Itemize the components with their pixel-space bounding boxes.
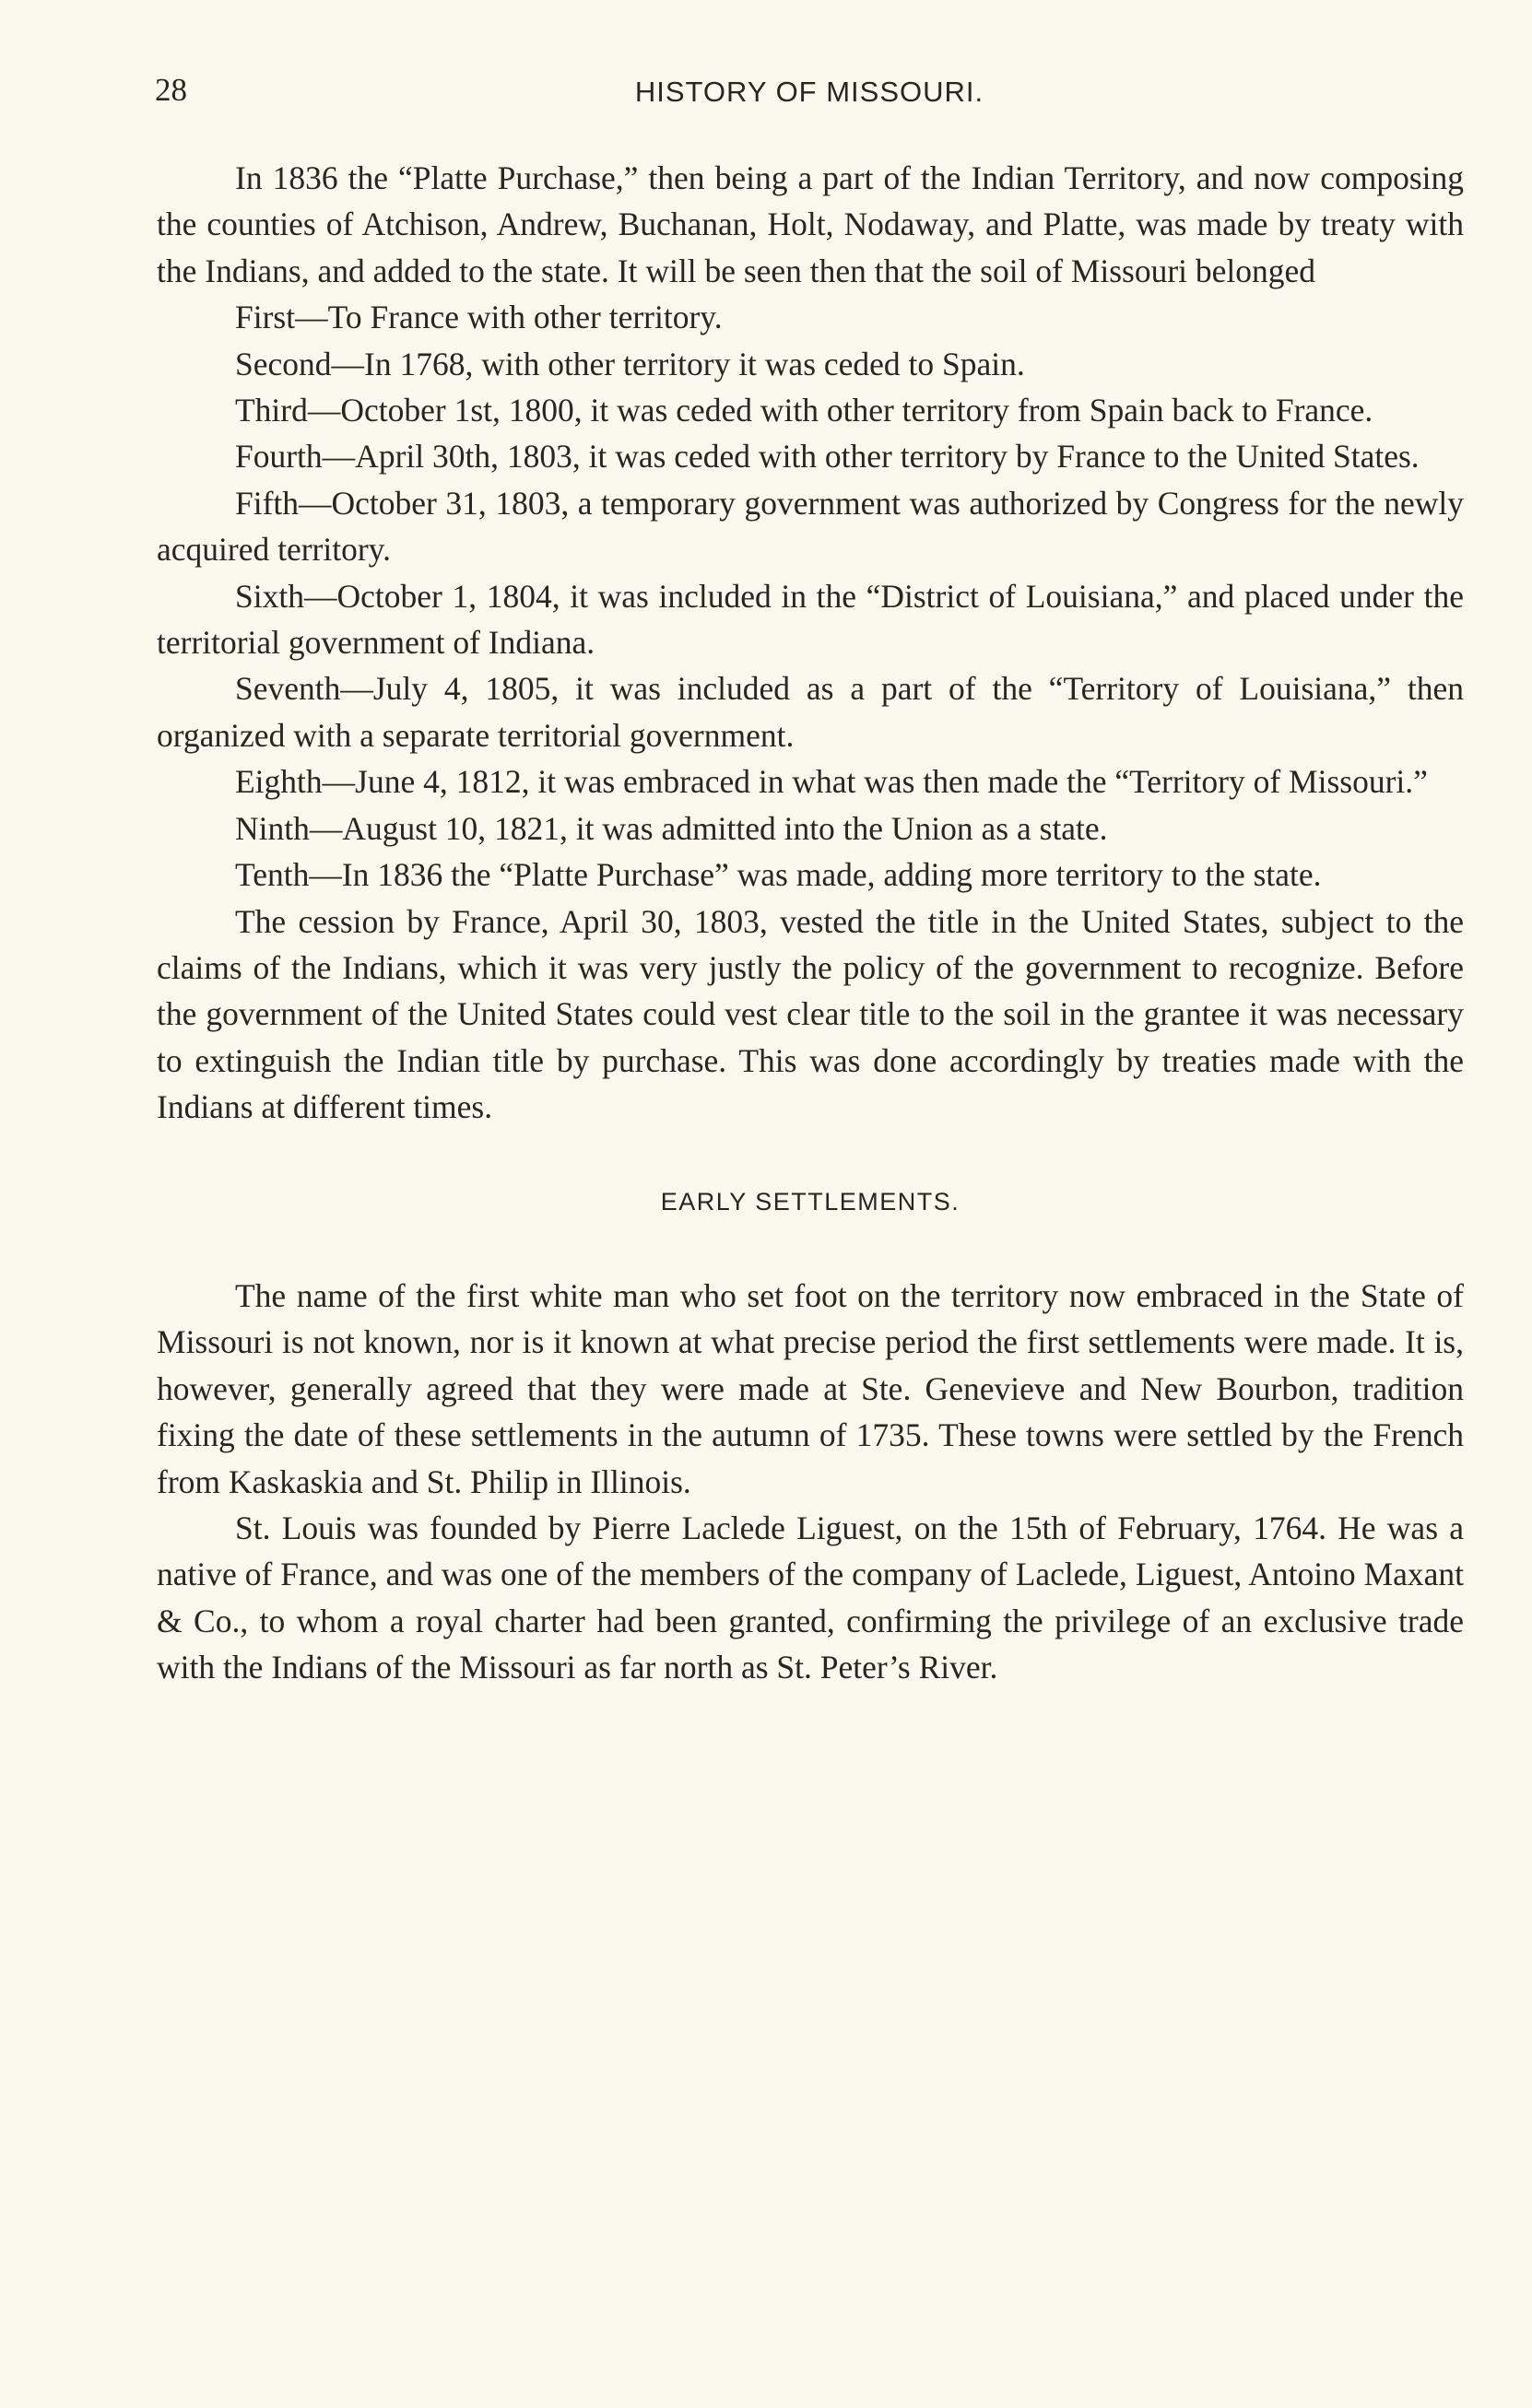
paragraph-first: First—To France with other territory. <box>235 299 723 336</box>
paragraph-third: Third—October 1st, 1800, it was ceded with other territory from Spain back to France. <box>235 392 1373 429</box>
page-header <box>155 72 1464 118</box>
section-heading: EARLY SETTLEMENTS. <box>660 1187 960 1216</box>
body-text <box>157 155 1464 1691</box>
paragraph-cession: The cession by France, April 30, 1803, vested the title in the United States, subject to the claims of the Indians, which it was very justly the policy of the government to recognize. Before the government of the United States could vest clear title to the soil in the grantee it was necessary to extinguish the Indian title by purchase. This was done accordingly by treaties made with the Indians at different times. <box>157 902 1464 1126</box>
paragraph-platte-purchase: In 1836 the “Platte Purchase,” then being a part of the Indian Territory, and now composing the counties of Atchison, Andrew, Buchanan, Holt, Nodaway, and Platte, was made by treaty with the Indians, and added to the state. It will be seen then that the soil of Missouri belonged <box>157 159 1464 289</box>
paragraph-st-louis: St. Louis was founded by Pierre Laclede Liguest, on the 15th of February, 1764. He was a native of France, and was one of the members of the company of Laclede, Liguest, Antoino Maxant & Co., to whom a royal charter had been granted, confirming the privilege of an exclusive trade with the Indians of the Missouri as far north as St. Peter’s River. <box>157 1509 1464 1686</box>
paragraph-ninth: Ninth—August 10, 1821, it was admitted into the Union as a state. <box>235 809 1108 847</box>
paragraph-fifth: Fifth—October 31, 1803, a temporary government was authorized by Congress for the newly acquired territory. <box>157 484 1464 569</box>
paragraph-sixth: Sixth—October 1, 1804, it was included in the “District of Louisiana,” and placed under the territorial government of Indiana. <box>157 577 1464 662</box>
paragraph-first-settlement: The name of the first white man who set foot on the territory now embraced in the State of Missouri is not known, nor is it known at what precise period the first settlements were made. It is, however, generally agreed that they were made at Ste. Genevieve and New Bourbon, tradition fixing the date of these settlements in the autumn of 1735. These towns were settled by the French from Kaskaskia and St. Philip in Illinois. <box>157 1276 1464 1500</box>
paragraph-seventh: Seventh—July 4, 1805, it was included as a part of the “Territory of Louisiana,” then organized with a separate territorial government. <box>157 670 1464 754</box>
paragraph-tenth: Tenth—In 1836 the “Platte Purchase” was made, adding more territory to the state. <box>235 856 1322 894</box>
paragraph-second: Second—In 1768, with other territory it was ceded to Spain. <box>235 345 1025 382</box>
paragraph-eighth: Eighth—June 4, 1812, it was embraced in what was then made the “Territory of Missouri.” <box>235 763 1428 801</box>
running-title: HISTORY OF MISSOURI. <box>634 76 984 108</box>
page-number: 28 <box>155 72 187 108</box>
paragraph-fourth: Fourth—April 30th, 1803, it was ceded with other territory by France to the United States. <box>235 438 1420 476</box>
